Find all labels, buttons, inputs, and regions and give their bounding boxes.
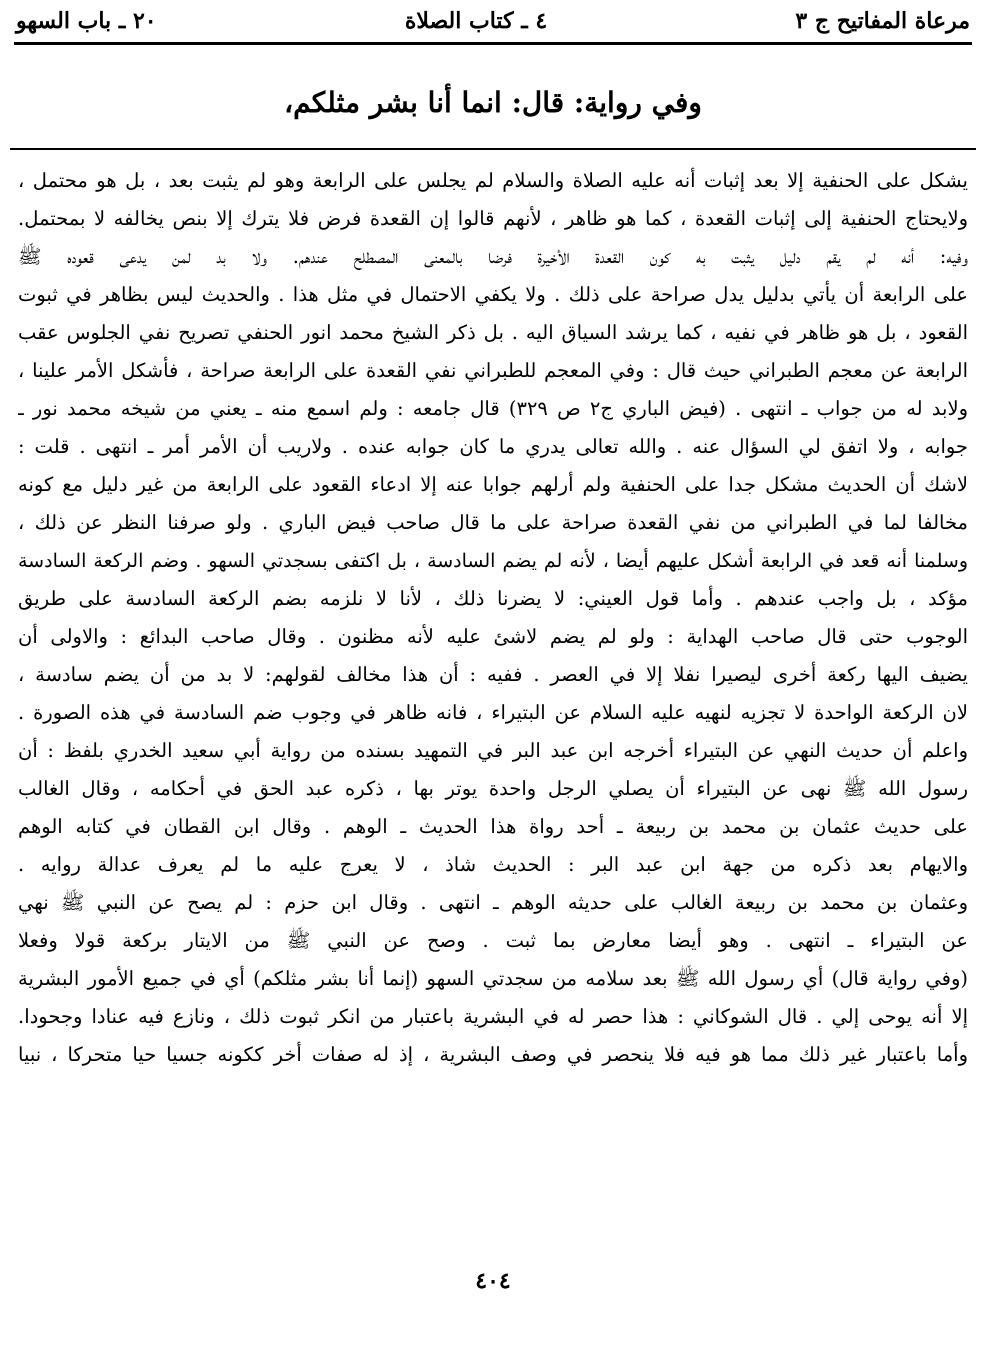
text-line: وفيه: أنه لم يقم دليل يثبت به كون القعدة الأخيرة فرضا بالمعنى المصطلح عندهم. ولا بد لمن يدعى قعوده ﷺ [18,245,968,268]
text-line: ولايحتاج الحنفية إلى إثبات القعدة ، كما هو ظاهر ، لأنهم قالوا إن القعدة فرض فلا يترك إلا بنص يخالفه لا بمحتمل. [18,207,968,230]
header-section-title: ٤ ـ كتاب الصلاة [404,8,548,34]
text-line: يشكل على الحنفية إلا بعد إثبات أنه عليه الصلاة والسلام لم يجلس على الرابعة وهو لم يثبت بعد ، بل هو محتمل ، [18,169,968,192]
text-line: مؤكد ، بل واجب عندهم . وأما قول العيني: لا يضرنا ذلك ، لأنا لا نلزمه بضم الركعة السادسة على طريق [18,587,968,610]
running-header [16,4,970,38]
text-line: يضيف اليها ركعة أخرى ليصيرا نفلا إلا في العصر . ففيه : أن هذا مخالف لقولهم: لا بد من أن يضم سادسة ، [18,663,968,686]
text-line: وأما باعتبار غير ذلك مما هو فيه فلا ينحصر في وصف البشرية ، إذ له صفات أخر ككونه جسيا حيا متحركا ، نبيا [18,1043,968,1066]
text-line: عن البتيراء ـ انتهى . وهو أيضا معارض بما ثبت . وصح عن النبي ﷺ من الايتار بركعة قولا وفعلا [18,929,968,952]
text-line: الوجوب حتى قال صاحب الهداية : ولو لم يضم لاشئ عليه لأنه مظنون . وقال صاحب البدائع : والاولى أن [18,625,968,648]
text-line: والايهام بعد ذكره من جهة ابن عبد البر : الحديث شاذ ، لا يعرج عليه ما لم يعرف عدالة روايه . [18,853,968,876]
text-line: لان الركعة الواحدة لا تجزيه لنهيه عليه السلام عن البتيراء ، فانه ظاهر في وجوب ضم السادسة في هذه الصورة . [18,701,968,724]
text-line: على الرابعة أن يأتي بدليل يدل صراحة على ذلك . ولا يكفي الاحتمال في مثل هذا . والحديث ليس بظاهر في ثبوت [18,283,968,306]
hadith-text: وفي رواية: قال: انما أنا بشر مثلكم، [284,86,702,119]
commentary-text [18,162,968,1074]
page-number: ٤٠٤ [475,1268,511,1294]
text-line: وعثمان بن محمد بن ربيعة الغالب على حديثه الوهم ـ انتهى . وقال ابن حزم : لم يصح عن النبي ﷺ نهي [18,891,968,914]
text-line: جوابه ، ولا اتفق لي السؤال عنه . والله تعالى يدري ما كان جوابه عنده . ولاريب أن الأمر أمر ـ انتهى . قلت : [18,435,968,458]
text-line: مخالفا لما في الطبراني من نفي القعدة صراحة على ما قال صاحب فيض الباري . ولو صرفنا النظر عن ذلك ، [18,511,968,534]
body-rule [10,148,976,150]
text-line: القعود ، بل هو ظاهر في نفيه ، كما يرشد السياق اليه . بل ذكر الشيخ محمد انور الحنفي تصريح نفي الجلوس عقب [18,321,968,344]
text-line: واعلم أن حديث النهي عن البتيراء أخرجه ابن عبد البر في التمهيد بسنده من رواية أبي سعيد الخدري بلفظ : أن [18,739,968,762]
header-rule [14,42,972,45]
text-line: (وفي رواية قال) أي رسول الله ﷺ بعد سلامه من سجدتي السهو (إنما أنا بشر مثلكم) أي في جميع الأمور البشرية [18,967,968,990]
text-line: ولابد له من جواب ـ انتهى . (فيض الباري ج٢ ص ٣٢٩) قال جامعه : ولم اسمع منه ـ يعني من شيخه محمد نور ـ [18,397,968,420]
header-book-title: مرعاة المفاتيح ج ٣ [795,8,970,34]
text-line: الرابعة عن معجم الطبراني حيث قال : وفي المعجم للطبراني نفي القعدة على الرابعة صراحة ، فأشكل الأمر علينا ، [18,359,968,382]
text-line: على حديث عثمان بن محمد بن ربيعة ـ أحد رواة هذا الحديث ـ الوهم . وقال ابن القطان في كتابه الوهم [18,815,968,838]
text-line: لاشك أن الحديث مشكل جدا على الحنفية ولم أرلهم جوابا عنه إلا ادعاء القعود على الرابعة من غير دليل مع كونه [18,473,968,496]
header-chapter-title: ٢٠ ـ باب السهو [16,8,157,34]
text-line: إلا أنه يوحى إلي . قال الشوكاني : هذا حصر له في البشرية باعتبار من انكر ثبوت ذلك ، ونازع فيه عنادا وجحودا. [18,1005,968,1028]
text-line: رسول الله ﷺ نهى عن البتيراء أن يصلي الرجل واحدة يوتر بها ، ذكره عبد الحق في أحكامه ، وقال الغالب [18,777,968,800]
text-line: وسلمنا أنه قعد في الرابعة أشكل عليهم أيضا ، لأنه لم يضم السادسة ، بل اكتفى بسجدتي السهو . وضم الركعة السادسة [18,550,968,572]
